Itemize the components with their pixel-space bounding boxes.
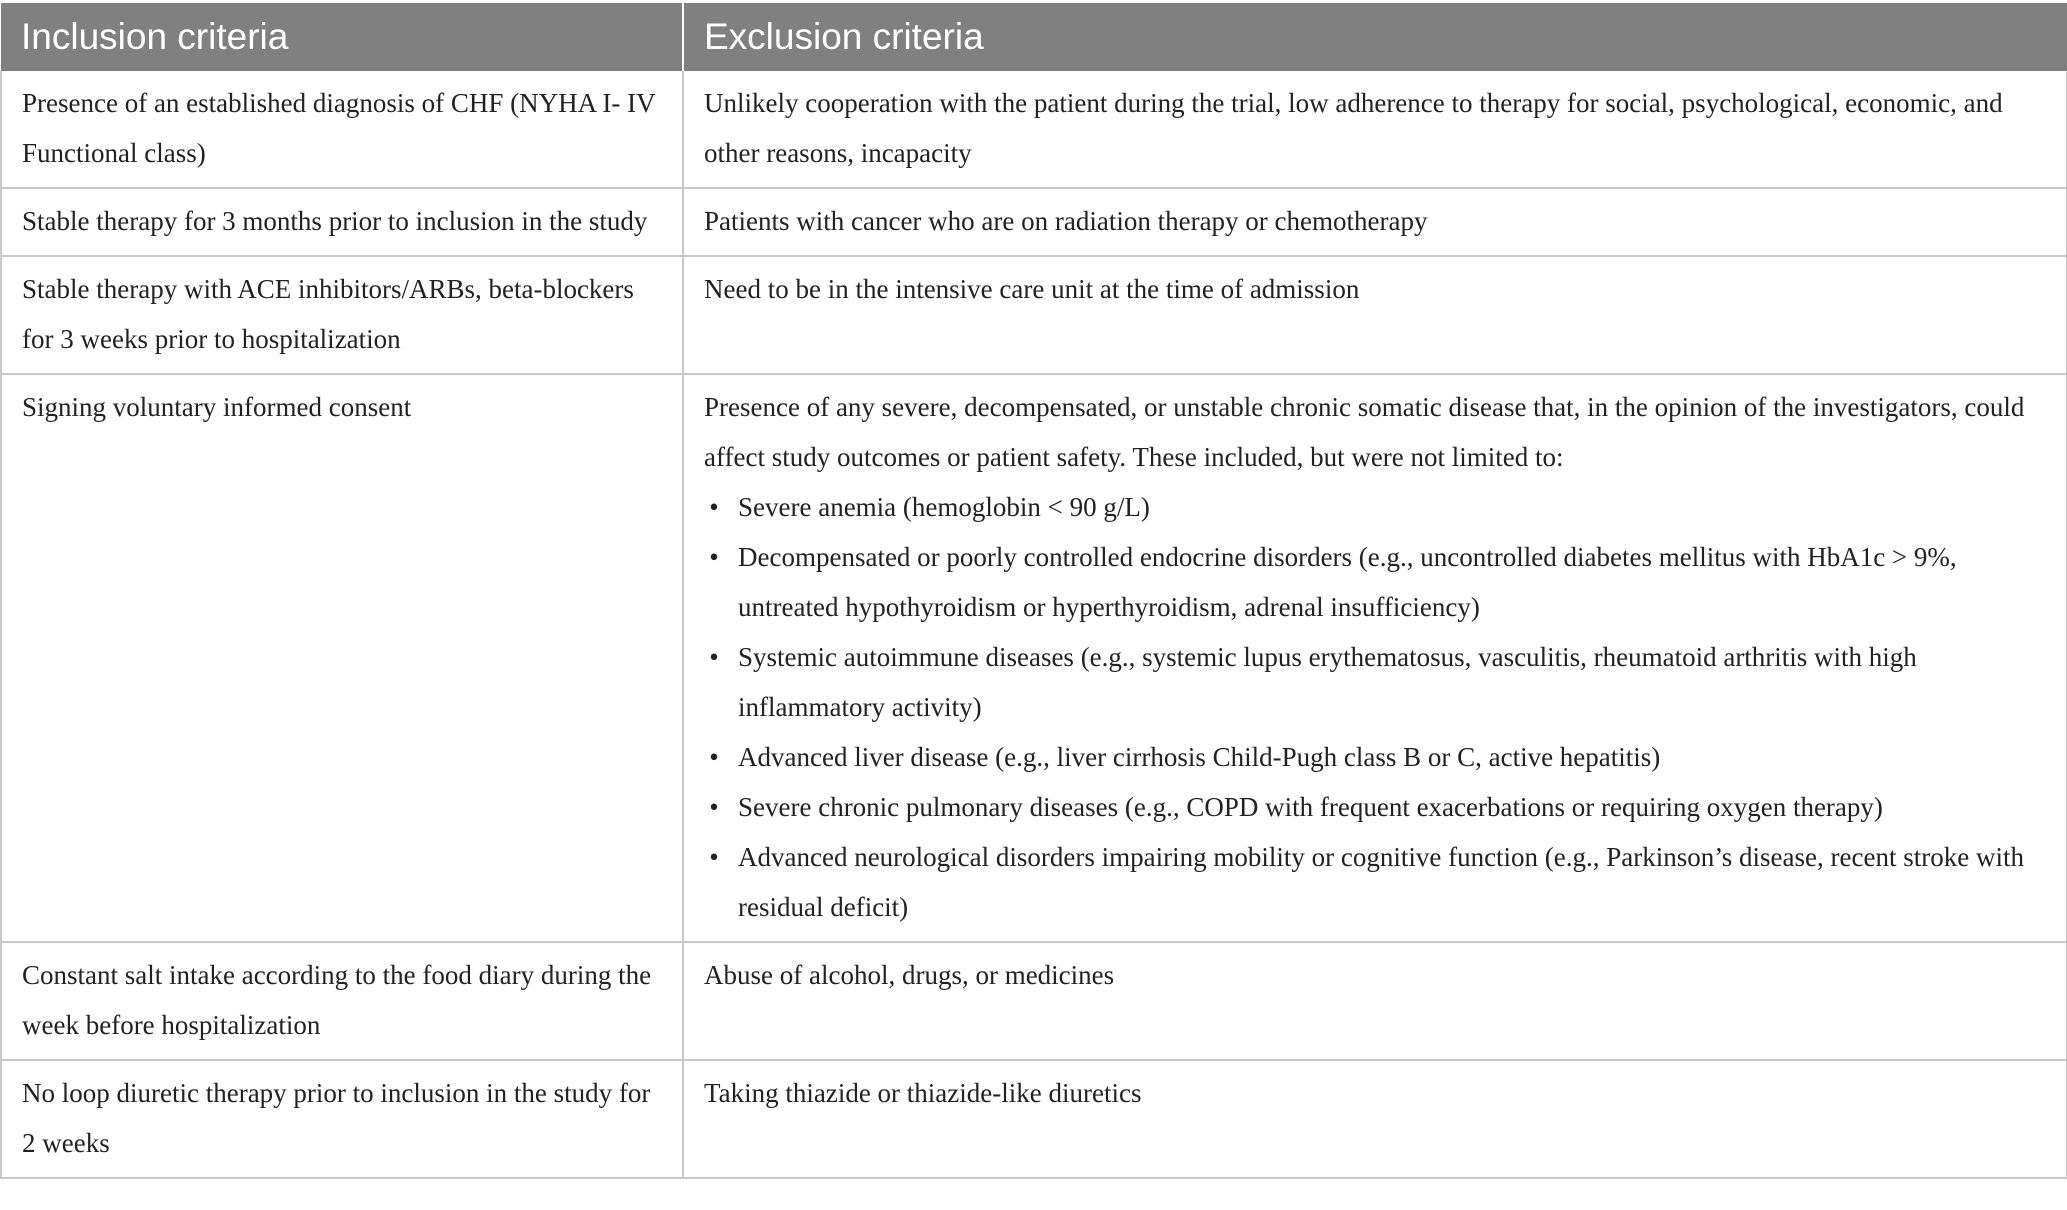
table-body xyxy=(1,71,2067,1178)
inclusion-cell: Stable therapy with ACE inhibitors/ARBs, beta-blockers for 3 weeks prior to hospitalization xyxy=(1,256,683,374)
exclusion-bullet-list xyxy=(704,482,2046,932)
exclusion-intro-text: Presence of any severe, decompensated, or unstable chronic somatic disease that, in the opinion of the investigators, could affect study outcomes or patient safety. These included, but were not limited to: xyxy=(704,392,2025,472)
inclusion-cell: Constant salt intake according to the food diary during the week before hospitalization xyxy=(1,942,683,1060)
exclusion-cell: Patients with cancer who are on radiation therapy or chemotherapy xyxy=(683,188,2067,256)
list-item: • Advanced neurological disorders impairing mobility or cognitive function (e.g., Parkinson’s disease, recent stroke with residual deficit) xyxy=(738,832,2046,932)
exclusion-cell: Abuse of alcohol, drugs, or medicines xyxy=(683,942,2067,1060)
list-item: • Severe chronic pulmonary diseases (e.g., COPD with frequent exacerbations or requiring oxygen therapy) xyxy=(738,782,2046,832)
inclusion-cell: No loop diuretic therapy prior to inclusion in the study for 2 weeks xyxy=(1,1060,683,1178)
criteria-table-container xyxy=(0,3,2066,1179)
list-item: • Severe anemia (hemoglobin < 90 g/L) xyxy=(738,482,2046,532)
criteria-table xyxy=(0,3,2067,1179)
exclusion-cell: Taking thiazide or thiazide-like diuretics xyxy=(683,1060,2067,1178)
exclusion-cell xyxy=(683,374,2067,942)
table-row xyxy=(1,1060,2067,1178)
exclusion-cell: Need to be in the intensive care unit at the time of admission xyxy=(683,256,2067,374)
list-item: • Decompensated or poorly controlled endocrine disorders (e.g., uncontrolled diabetes mellitus with HbA1c > 9%, untreated hypothyroidism or hyperthyroidism, adrenal insufficiency) xyxy=(738,532,2046,632)
inclusion-cell: Signing voluntary informed consent xyxy=(1,374,683,942)
list-item: • Advanced liver disease (e.g., liver cirrhosis Child-Pugh class B or C, active hepatitis) xyxy=(738,732,2046,782)
inclusion-cell: Presence of an established diagnosis of CHF (NYHA I- IV Functional class) xyxy=(1,71,683,188)
table-row xyxy=(1,256,2067,374)
list-item: • Systemic autoimmune diseases (e.g., systemic lupus erythematosus, vasculitis, rheumatoid arthritis with high inflammatory activity) xyxy=(738,632,2046,732)
exclusion-cell: Unlikely cooperation with the patient during the trial, low adherence to therapy for social, psychological, economic, and other reasons, incapacity xyxy=(683,71,2067,188)
header-inclusion-criteria: Inclusion criteria xyxy=(1,3,683,71)
table-row xyxy=(1,188,2067,256)
header-exclusion-criteria: Exclusion criteria xyxy=(683,3,2067,71)
table-row xyxy=(1,942,2067,1060)
table-row xyxy=(1,71,2067,188)
inclusion-cell: Stable therapy for 3 months prior to inclusion in the study xyxy=(1,188,683,256)
table-header xyxy=(1,3,2067,71)
header-row xyxy=(1,3,2067,71)
table-row xyxy=(1,374,2067,942)
